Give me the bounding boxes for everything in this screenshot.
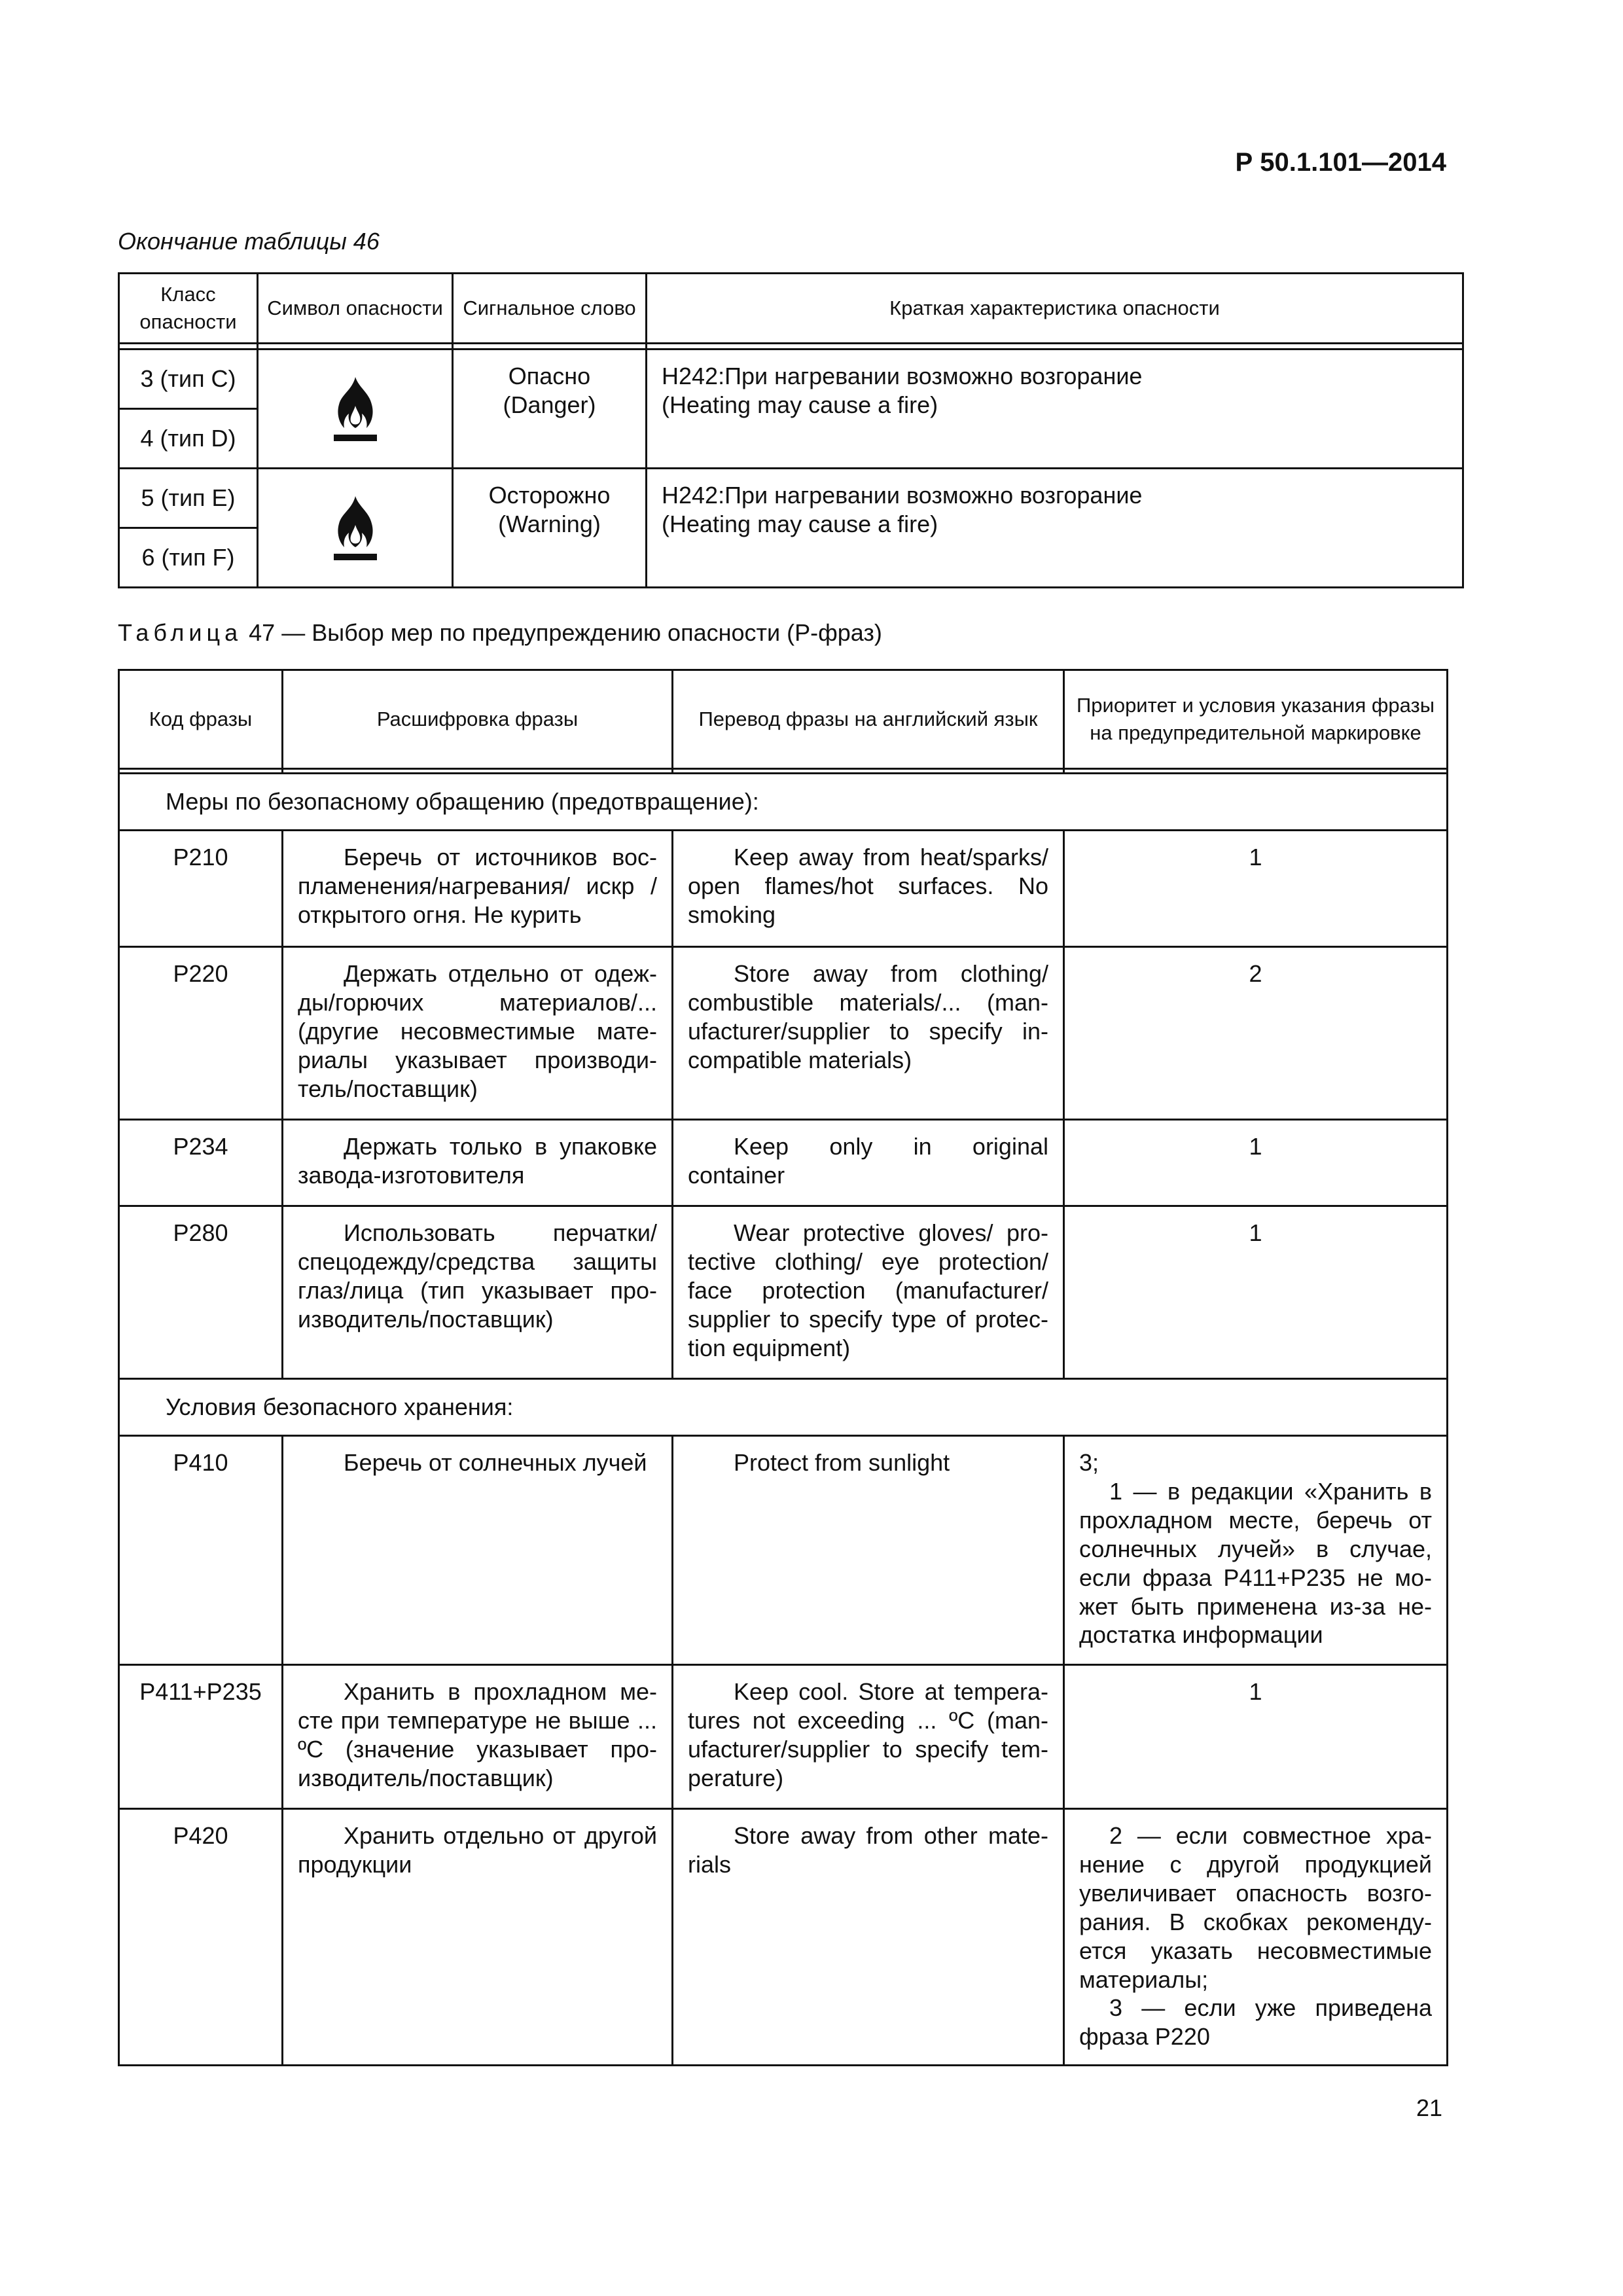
- page-number: 21: [1416, 2094, 1442, 2121]
- table-row: [119, 469, 1463, 528]
- flame-icon: [326, 492, 385, 564]
- header-cell: Символ опасности: [258, 274, 453, 344]
- signal-word-en: (Warning): [498, 510, 601, 537]
- header-cell: Класс опасности: [119, 274, 258, 344]
- phrase-priority: [1064, 1436, 1448, 1665]
- table-header-row: [119, 670, 1448, 769]
- priority-condition: 2 — если совместное хранение с другой продукцией увеличивает опасность возгорания. В скобках рекомендуется указать несовместимые материалы;: [1079, 1822, 1432, 1993]
- phrase-en: Keep only in original container: [673, 1120, 1064, 1206]
- table-row: [119, 350, 1463, 409]
- section-row: [119, 1379, 1448, 1436]
- phrase-en: Store away from other materials: [673, 1809, 1064, 2066]
- phrase-ru: Держать только в упаковке завода-изготовителя: [283, 1120, 673, 1206]
- hazard-statement: Н242:При нагревании возможно возгорание: [662, 363, 1143, 389]
- table47-caption: [118, 619, 882, 647]
- phrase-priority: 1: [1064, 1665, 1448, 1809]
- signal-word: Опасно: [508, 363, 591, 389]
- hazard-class-cell: 4 (тип D): [119, 409, 258, 469]
- phrase-priority: 1: [1064, 1206, 1448, 1379]
- table-header-row: [119, 274, 1463, 344]
- table-row: [119, 831, 1448, 947]
- phrase-en: Keep away from heat/sparks/ open flames/hot surfaces. No smoking: [673, 831, 1064, 947]
- header-cell: Код фразы: [119, 670, 283, 769]
- header-cell: Перевод фразы на английский язык: [673, 670, 1064, 769]
- document-number: Р 50.1.101—2014: [1235, 148, 1446, 177]
- table-row: [119, 947, 1448, 1120]
- table-row: [119, 1120, 1448, 1206]
- phrase-ru: Держать отдельно от одежды/горючих материалов/... (другие несовместимые материалы указывает производитель/поставщик): [283, 947, 673, 1120]
- hazard-class-cell: 5 (тип E): [119, 469, 258, 528]
- table47-caption-label: Таблица: [118, 619, 243, 646]
- table-row: [119, 1665, 1448, 1809]
- hazard-statement-en: (Heating may cause a fire): [662, 391, 938, 418]
- table-row: [119, 1436, 1448, 1665]
- table46-caption: Окончание таблицы 46: [118, 228, 380, 255]
- priority-value: 3;: [1079, 1449, 1099, 1476]
- section-title: Меры по безопасному обращению (предотвращение):: [119, 774, 1448, 831]
- phrase-en: Store away from clothing/ combustible materials/... (manufacturer/supplier to specify incompatible materials): [673, 947, 1064, 1120]
- phrase-ru: Хранить в прохладном месте при температуре не выше ... ºС (значение указывает производитель/поставщик): [283, 1665, 673, 1809]
- phrase-en: Wear protective gloves/ protective clothing/ eye protection/ face protection (manufacturer/ supplier to specify type of protection equipment): [673, 1206, 1064, 1379]
- phrase-en: Keep cool. Store at temperatures not exceeding ... ºC (manufacturer/supplier to specify temperature): [673, 1665, 1064, 1809]
- hazard-statement-en: (Heating may cause a fire): [662, 510, 938, 537]
- phrase-code: Р411+Р235: [119, 1665, 283, 1809]
- phrase-priority: 1: [1064, 831, 1448, 947]
- table-46: [118, 272, 1464, 588]
- header-cell: Сигнальное слово: [453, 274, 647, 344]
- signal-word-cell: [453, 350, 647, 469]
- phrase-ru: Беречь от солнечных лучей: [283, 1436, 673, 1665]
- phrase-en: Protect from sunlight: [673, 1436, 1064, 1665]
- hazard-class-cell: 3 (тип С): [119, 350, 258, 409]
- table47-caption-text: 47 — Выбор мер по предупреждению опасности (Р-фраз): [242, 619, 882, 646]
- signal-word-cell: [453, 469, 647, 588]
- header-cell: Краткая характеристика опасности: [647, 274, 1463, 344]
- table-47: [118, 669, 1448, 2066]
- phrase-code: Р420: [119, 1809, 283, 2066]
- signal-word: Осторожно: [488, 482, 611, 509]
- table-row: [119, 1809, 1448, 2066]
- symbol-cell: [258, 469, 453, 588]
- phrase-code: Р210: [119, 831, 283, 947]
- table-row: [119, 1206, 1448, 1379]
- flame-icon: [326, 373, 385, 445]
- header-cell: Расшифровка фразы: [283, 670, 673, 769]
- phrase-priority: 2: [1064, 947, 1448, 1120]
- priority-condition: 1 — в редакции «Хранить в прохладном месте, беречь от солнечных лучей» в случае, если фраза Р411+Р235 не может быть применена из-за недостатка информации: [1079, 1477, 1432, 1649]
- symbol-cell: [258, 350, 453, 469]
- phrase-ru: Хранить отдельно от другой продукции: [283, 1809, 673, 2066]
- section-title: Условия безопасного хранения:: [119, 1379, 1448, 1436]
- priority-condition: 3 — если уже приведена фраза Р220: [1079, 1994, 1432, 2051]
- phrase-priority: 1: [1064, 1120, 1448, 1206]
- phrase-code: Р280: [119, 1206, 283, 1379]
- phrase-ru: Использовать перчатки/ спецодежду/средства защиты глаз/лица (тип указывает производитель/поставщик): [283, 1206, 673, 1379]
- phrase-code: Р410: [119, 1436, 283, 1665]
- section-row: [119, 774, 1448, 831]
- phrase-priority: [1064, 1809, 1448, 2066]
- phrase-code: Р220: [119, 947, 283, 1120]
- hazard-description-cell: [647, 469, 1463, 588]
- phrase-ru: Беречь от источников воспламенения/нагревания/ искр / открытого огня. Не курить: [283, 831, 673, 947]
- signal-word-en: (Danger): [503, 391, 596, 418]
- hazard-description-cell: [647, 350, 1463, 469]
- hazard-statement: Н242:При нагревании возможно возгорание: [662, 482, 1143, 509]
- hazard-class-cell: 6 (тип F): [119, 528, 258, 588]
- phrase-code: Р234: [119, 1120, 283, 1206]
- header-cell: Приоритет и условия указания фразы на предупредительной маркировке: [1064, 670, 1448, 769]
